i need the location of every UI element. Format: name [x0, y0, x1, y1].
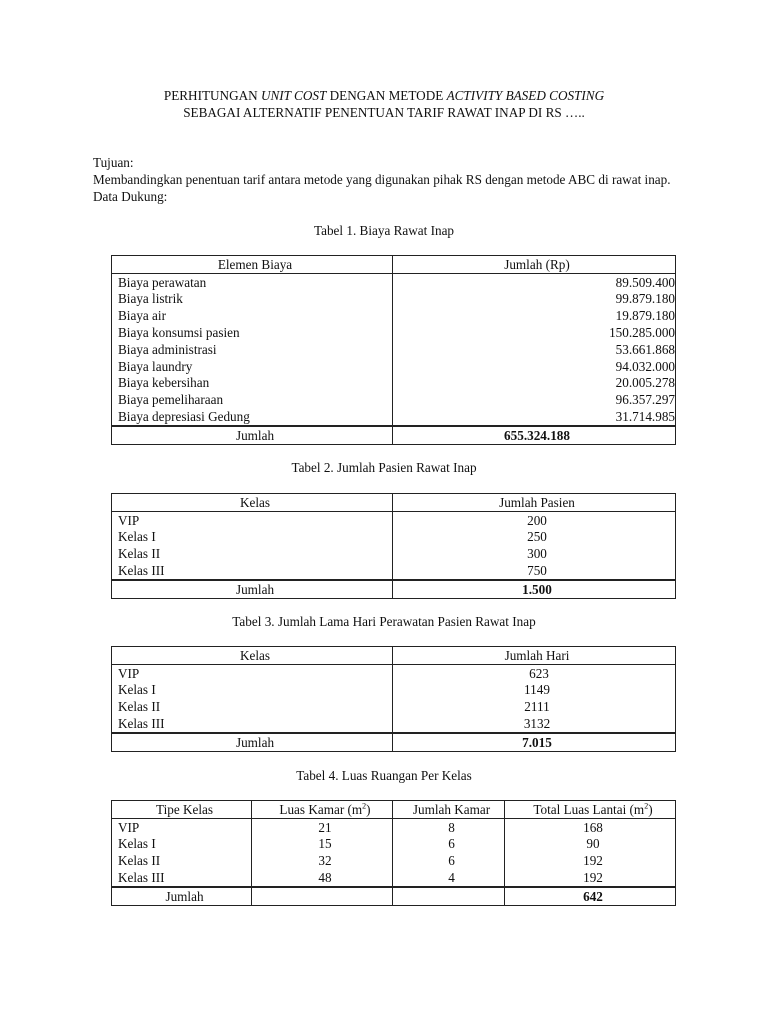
table4-cell: 192 [505, 852, 676, 869]
table-row [112, 307, 676, 324]
table-row [112, 273, 676, 290]
table1-cell: 89.509.400 [393, 273, 676, 290]
table4-cell: 32 [252, 852, 393, 869]
table3-cell: 1149 [393, 682, 676, 699]
title-part-unit-cost: UNIT COST [260, 88, 327, 103]
table4-cell: 6 [393, 836, 505, 853]
table-row [112, 375, 676, 392]
table4-cell: 21 [252, 818, 393, 835]
table1-header-elemen: Elemen Biaya [112, 256, 393, 274]
table-row [112, 562, 676, 580]
document-title-line-1 [0, 87, 768, 104]
table4-header-luas-close: ) [366, 801, 371, 817]
table2-cell: Kelas II [118, 546, 161, 562]
title-part-1: PERHITUNGAN [163, 88, 261, 103]
table4-total-value: 642 [505, 887, 676, 905]
table1-total-value: 655.324.188 [393, 426, 676, 444]
table4-total-row [112, 887, 676, 905]
table1-cell: Biaya pemeliharaan [118, 392, 224, 408]
table1-cell: Biaya air [118, 308, 166, 324]
table3-total-row [112, 733, 676, 751]
table4-header-jumlah-kamar: Jumlah Kamar [393, 801, 505, 819]
table2-cell: Kelas III [118, 562, 165, 578]
table4-cell: Kelas II [118, 853, 161, 869]
table4 [111, 800, 676, 906]
table2-caption: Tabel 2. Jumlah Pasien Rawat Inap [291, 460, 477, 475]
table4-cell: 15 [252, 836, 393, 853]
table4-cell: 192 [505, 869, 676, 887]
table4-header-total-luas [505, 801, 676, 819]
table3-cell: Kelas III [118, 715, 165, 731]
table4-header-row [112, 801, 676, 819]
table1-cell: 94.032.000 [393, 358, 676, 375]
table3-header-row [112, 647, 676, 665]
table3 [111, 646, 676, 752]
data-dukung-label: Data Dukung: [93, 189, 168, 204]
table4-cell: Kelas III [118, 869, 165, 885]
table1-cell: Biaya perawatan [118, 274, 207, 290]
table1-cell: Biaya depresiasi Gedung [118, 408, 250, 424]
table4-header-luas [252, 801, 393, 819]
table4-empty-cell [252, 887, 393, 905]
table3-total-value: 7.015 [393, 733, 676, 751]
table2-header-kelas: Kelas [112, 494, 393, 512]
table4-empty-cell [393, 887, 505, 905]
table4-header-tipe: Tipe Kelas [112, 801, 252, 819]
table4-total-label: Jumlah [112, 887, 252, 905]
table1-caption: Tabel 1. Biaya Rawat Inap [313, 223, 455, 238]
table2-header-row [112, 494, 676, 512]
table1-cell: Biaya kebersihan [118, 375, 210, 391]
table2 [111, 493, 676, 599]
table4-cell: VIP [118, 819, 140, 835]
table3-cell: 623 [393, 664, 676, 681]
table1-cell: Biaya listrik [118, 291, 183, 307]
table3-header-kelas: Kelas [112, 647, 393, 665]
table1 [111, 255, 676, 445]
table1-header-row [112, 256, 676, 274]
table4-cell: 90 [505, 836, 676, 853]
table-row [112, 852, 676, 869]
table3-cell: VIP [118, 665, 140, 681]
table-row [112, 324, 676, 341]
title-part-abc: ACTIVITY BASED COSTING [446, 88, 605, 103]
table3-total-label: Jumlah [112, 733, 393, 751]
table-row [112, 358, 676, 375]
table2-cell: 750 [393, 562, 676, 580]
table4-cell: 4 [393, 869, 505, 887]
table-row [112, 698, 676, 715]
table2-total-label: Jumlah [112, 580, 393, 598]
table-row [112, 341, 676, 358]
table1-cell: 31.714.985 [393, 408, 676, 426]
table2-total-row [112, 580, 676, 598]
table1-total-row [112, 426, 676, 444]
table1-cell: 20.005.278 [393, 375, 676, 392]
table-row [112, 511, 676, 528]
table3-cell: 3132 [393, 715, 676, 733]
table1-cell: 96.357.297 [393, 391, 676, 408]
table4-cell: 168 [505, 818, 676, 835]
title-part-3: DENGAN METODE [326, 88, 447, 103]
intro-section [93, 154, 675, 205]
table4-header-luas-text: Luas Kamar (m [279, 801, 363, 817]
table4-caption: Tabel 4. Luas Ruangan Per Kelas [296, 768, 472, 783]
document-title-line-2: SEBAGAI ALTERNATIF PENENTUAN TARIF RAWAT INAP DI RS ….. [183, 105, 585, 120]
table1-cell: 150.285.000 [393, 324, 676, 341]
table4-header-luas-sup: 2 [362, 801, 367, 811]
table2-cell: 200 [393, 511, 676, 528]
table-row [112, 715, 676, 733]
table3-cell: Kelas I [118, 682, 156, 698]
table4-header-total-sup: 2 [644, 801, 649, 811]
table-row [112, 869, 676, 887]
table4-header-total-text: Total Luas Lantai (m [533, 801, 645, 817]
table1-header-jumlah: Jumlah (Rp) [393, 256, 676, 274]
table3-header-jumlah: Jumlah Hari [393, 647, 676, 665]
table2-total-value: 1.500 [393, 580, 676, 598]
tujuan-text: Membandingkan penentuan tarif antara metode yang digunakan pihak RS dengan metode ABC di rawat inap. [93, 172, 671, 187]
table1-cell: Biaya administrasi [118, 341, 217, 357]
table-row [112, 391, 676, 408]
table1-cell: Biaya konsumsi pasien [118, 324, 240, 340]
table-row [112, 836, 676, 853]
table-row [112, 682, 676, 699]
table1-cell: 19.879.180 [393, 307, 676, 324]
table1-cell: 53.661.868 [393, 341, 676, 358]
table2-cell: Kelas I [118, 529, 156, 545]
tujuan-label: Tujuan: [93, 155, 134, 170]
table-row [112, 408, 676, 426]
table4-cell: 6 [393, 852, 505, 869]
table1-cell: Biaya laundry [118, 358, 193, 374]
table-row [112, 818, 676, 835]
table3-caption: Tabel 3. Jumlah Lama Hari Perawatan Pasien Rawat Inap [232, 614, 536, 629]
table-row [112, 545, 676, 562]
table-row [112, 529, 676, 546]
table1-total-label: Jumlah [112, 426, 393, 444]
table-row [112, 291, 676, 308]
table3-cell: Kelas II [118, 699, 161, 715]
table4-cell: Kelas I [118, 836, 156, 852]
table-row [112, 664, 676, 681]
table4-cell: 48 [252, 869, 393, 887]
table3-cell: 2111 [393, 698, 676, 715]
table1-cell: 99.879.180 [393, 291, 676, 308]
table4-header-total-close: ) [648, 801, 653, 817]
table2-cell: VIP [118, 512, 140, 528]
table2-cell: 250 [393, 529, 676, 546]
table2-header-jumlah: Jumlah Pasien [393, 494, 676, 512]
table4-cell: 8 [393, 818, 505, 835]
table2-cell: 300 [393, 545, 676, 562]
